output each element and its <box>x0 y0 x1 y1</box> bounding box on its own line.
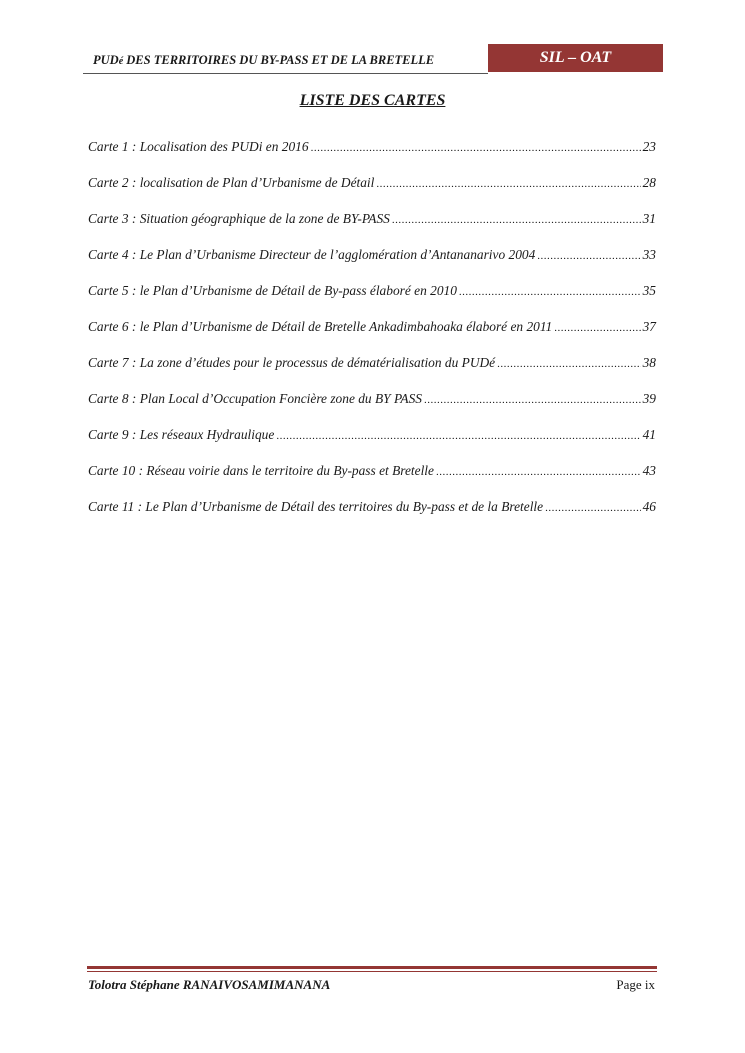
toc-entry[interactable] <box>88 355 656 391</box>
toc-dot-leader <box>311 142 641 154</box>
toc-entry[interactable] <box>88 139 656 175</box>
toc-entry-page: 28 <box>642 175 656 190</box>
header-title-rest: DES TERRITOIRES DU BY-PASS ET DE LA BRETELLE <box>123 53 435 67</box>
toc-dot-leader <box>545 502 641 514</box>
toc-entry[interactable] <box>88 499 656 535</box>
toc-entry-page: 31 <box>642 211 656 226</box>
toc-entry-page: 43 <box>642 463 656 478</box>
toc-dot-leader <box>392 214 641 226</box>
toc-dot-leader <box>276 430 640 442</box>
toc-entry-label: Carte 10 : Réseau voirie dans le territoire du By-pass et Bretelle <box>88 463 434 478</box>
toc-dot-leader <box>436 466 641 478</box>
header-badge: SIL – OAT <box>488 44 663 72</box>
header-title-prefix: PUD <box>93 53 119 67</box>
toc-entry[interactable] <box>88 175 656 211</box>
footer-divider-thick <box>87 966 657 969</box>
toc-entry-page: 37 <box>642 319 656 334</box>
toc-entry[interactable] <box>88 463 656 499</box>
toc-entry-page: 38 <box>642 355 656 370</box>
header-title <box>93 53 434 68</box>
toc-entry-label: Carte 6 : le Plan d’Urbanisme de Détail de Bretelle Ankadimbahoaka élaboré en 2011 <box>88 319 553 334</box>
page-title: LISTE DES CARTES <box>299 92 446 109</box>
page-header <box>83 44 663 74</box>
toc-entry-label: Carte 5 : le Plan d’Urbanisme de Détail de By-pass élaboré en 2010 <box>88 283 457 298</box>
toc-entry[interactable] <box>88 427 656 463</box>
toc-entry-page: 41 <box>642 427 656 442</box>
header-title-small: é <box>118 56 124 67</box>
toc-entry-page: 39 <box>642 391 656 406</box>
header-divider <box>83 73 488 74</box>
toc-entry-label: Carte 4 : Le Plan d’Urbanisme Directeur de l’agglomération d’Antananarivo 2004 <box>88 247 536 262</box>
toc-entry-label: Carte 1 : Localisation des PUDi en 2016 <box>88 139 309 154</box>
toc-entry-page: 46 <box>642 499 656 514</box>
toc-dot-leader <box>497 358 640 370</box>
toc-entry-page: 35 <box>642 283 656 298</box>
toc-dot-leader <box>459 286 641 298</box>
toc-entry[interactable] <box>88 391 656 427</box>
toc-dot-leader <box>376 178 640 190</box>
toc-entry-label: Carte 8 : Plan Local d’Occupation Foncière zone du BY PASS <box>88 391 422 406</box>
toc-entry-label: Carte 9 : Les réseaux Hydraulique <box>88 427 275 442</box>
toc-dot-leader <box>554 322 640 334</box>
toc-entry-label: Carte 2 : localisation de Plan d’Urbanisme de Détail <box>88 175 375 190</box>
footer-divider-thin <box>87 971 657 972</box>
toc-entry-page: 23 <box>642 139 656 154</box>
toc-entry-label: Carte 3 : Situation géographique de la zone de BY-PASS <box>88 211 390 226</box>
toc-entry[interactable] <box>88 211 656 247</box>
table-of-contents <box>88 139 656 535</box>
toc-entry-label: Carte 11 : Le Plan d’Urbanisme de Détail des territoires du By-pass et de la Bretelle <box>88 499 544 514</box>
toc-dot-leader <box>424 394 641 406</box>
toc-dot-leader <box>537 250 640 262</box>
toc-entry[interactable] <box>88 283 656 319</box>
footer-page-number: Page ix <box>616 977 655 992</box>
toc-entry[interactable] <box>88 319 656 355</box>
toc-entry-label: Carte 7 : La zone d’études pour le processus de dématérialisation du PUDé <box>88 355 496 370</box>
toc-entry-page: 33 <box>642 247 656 262</box>
toc-entry[interactable] <box>88 247 656 283</box>
footer-author: Tolotra Stéphane RANAIVOSAMIMANANA <box>88 977 331 992</box>
